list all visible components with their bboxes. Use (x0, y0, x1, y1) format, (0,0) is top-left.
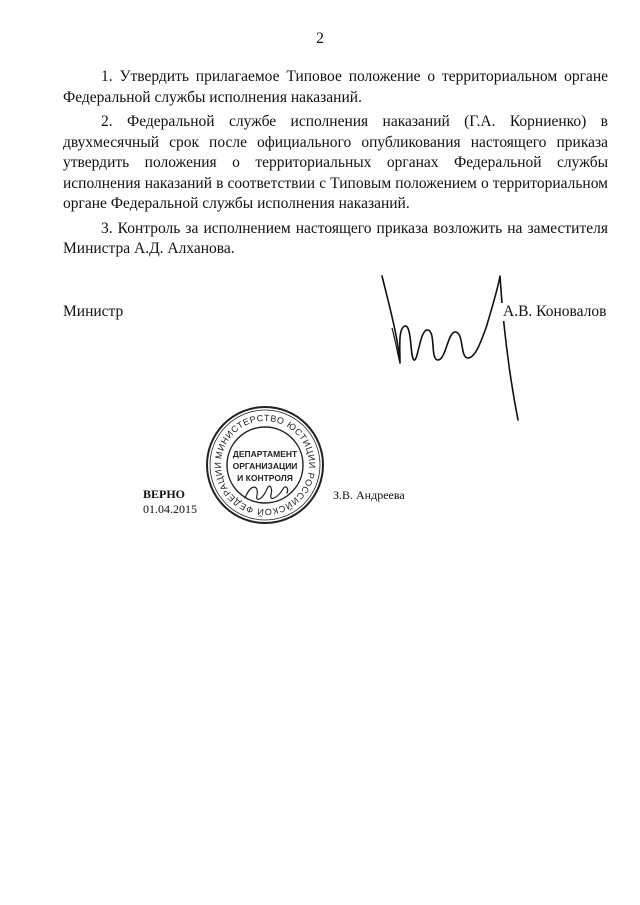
seal-line-3: И КОНТРОЛЯ (237, 473, 293, 483)
order-item-1: 1. Утвердить прилагаемое Типовое положение о территориальном органе Федеральной службы исполнения наказаний. (63, 68, 608, 106)
certifier-signature (245, 486, 288, 499)
certification-date: 01.04.2015 (143, 502, 197, 516)
order-item-2: 2. Федеральной службе исполнения наказаний (Г.А. Корниенко) в двухмесячный срок после официального опубликования настоящего приказа утвердить положения о территориальных органах Федеральной службы исполнения наказаний в соответствии с Типовым положением о территориальном органе Федеральной службы исполнения наказаний. (63, 113, 608, 212)
order-body (63, 67, 608, 264)
minister-name: А.В. Коновалов (500, 303, 606, 321)
minister-title: Министр (63, 303, 124, 320)
order-item-3: 3. Контроль за исполнением настоящего приказа возложить на заместителя Министра А.Д. Алханова. (63, 219, 608, 257)
certification-label: ВЕРНО (143, 487, 186, 501)
page-number: 2 (316, 30, 324, 47)
minister-signature (370, 268, 540, 428)
seal-line-2: ОРГАНИЗАЦИИ (232, 461, 298, 471)
seal-ring-text: МИНИСТЕРСТВО ЮСТИЦИИ РОССИЙСКОЙ ФЕДЕРАЦИИ (212, 412, 318, 518)
seal-line-1: ДЕПАРТАМЕНТ (232, 449, 298, 459)
department-seal (203, 403, 327, 527)
certifier-name: З.В. Андреева (333, 488, 405, 502)
